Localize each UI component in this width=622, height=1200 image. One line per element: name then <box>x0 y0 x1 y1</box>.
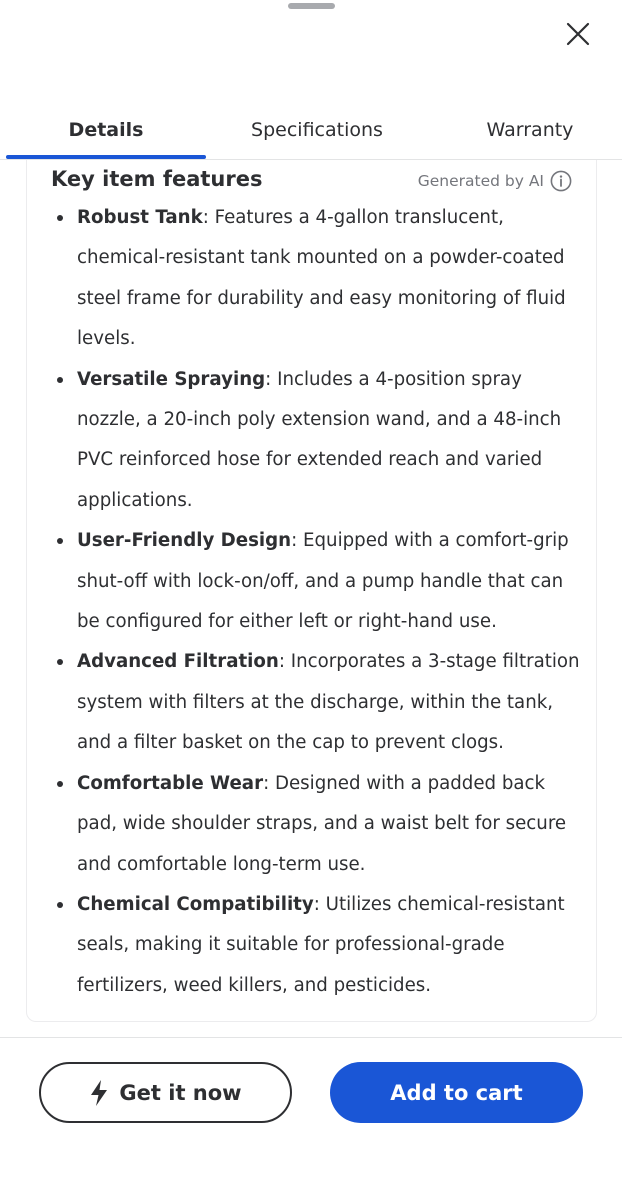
tab-details[interactable]: Details <box>68 118 144 141</box>
feature-item <box>51 360 581 522</box>
action-footer <box>0 1037 622 1200</box>
ai-label-text: Generated by AI <box>417 172 544 190</box>
feature-item <box>51 521 581 642</box>
feature-item <box>51 642 581 763</box>
bullet <box>57 659 63 665</box>
add-to-cart-label: Add to cart <box>390 1080 523 1105</box>
active-tab-indicator <box>6 155 206 159</box>
feature-title: User-Friendly Design <box>77 530 292 552</box>
close-icon <box>566 22 590 46</box>
bullet <box>57 902 63 908</box>
bullet <box>57 538 63 544</box>
feature-text: : Equipped with a comfort-grip shut-off with lock-on/off, and a pump handle that can be configured for either left or right-hand use. <box>77 530 569 633</box>
feature-title: Versatile Spraying <box>77 368 266 390</box>
feature-text: : Designed with a padded back pad, wide shoulder straps, and a waist belt for secure and comfortable long-term use. <box>77 772 567 875</box>
get-it-now-button[interactable] <box>39 1062 292 1123</box>
feature-text: : Features a 4-gallon translucent, chemical-resistant tank mounted on a powder-coated steel frame for durability and easy monitoring of fluid levels. <box>77 207 566 350</box>
feature-text: : Includes a 4-position spray nozzle, a 20-inch poly extension wand, and a 48-inch PVC reinforced hose for extended reach and varied applications. <box>77 368 562 511</box>
ai-generated-label <box>418 170 572 192</box>
feature-item <box>51 198 581 360</box>
feature-text: : Incorporates a 3-stage filtration system with filters at the discharge, within the tank, and a filter basket on the cap to prevent clogs. <box>77 651 580 754</box>
section-title: Key item features <box>51 167 263 191</box>
drag-handle[interactable] <box>288 3 335 9</box>
get-it-now-label: Get it now <box>119 1080 242 1105</box>
feature-title: Chemical Compatibility <box>77 893 314 915</box>
info-icon <box>550 170 572 192</box>
features-card <box>26 160 597 1022</box>
tab-bar <box>0 100 622 160</box>
feature-title: Comfortable Wear <box>77 772 264 794</box>
bullet <box>57 781 63 787</box>
feature-list <box>51 198 581 1006</box>
bullet <box>57 377 63 383</box>
feature-text: : Utilizes chemical-resistant seals, making it suitable for professional-grade fertilizers, weed killers, and pesticides. <box>77 893 565 996</box>
feature-title: Robust Tank <box>77 207 203 228</box>
bullet <box>57 215 63 221</box>
close-button[interactable] <box>560 16 596 52</box>
feature-item <box>51 885 581 1006</box>
tab-warranty[interactable]: Warranty <box>486 118 574 141</box>
add-to-cart-button[interactable] <box>330 1062 583 1123</box>
lightning-icon <box>89 1079 109 1107</box>
info-button[interactable] <box>550 170 572 192</box>
tab-specifications[interactable]: Specifications <box>251 118 383 141</box>
feature-title: Advanced Filtration <box>77 651 279 673</box>
feature-item <box>51 764 581 885</box>
